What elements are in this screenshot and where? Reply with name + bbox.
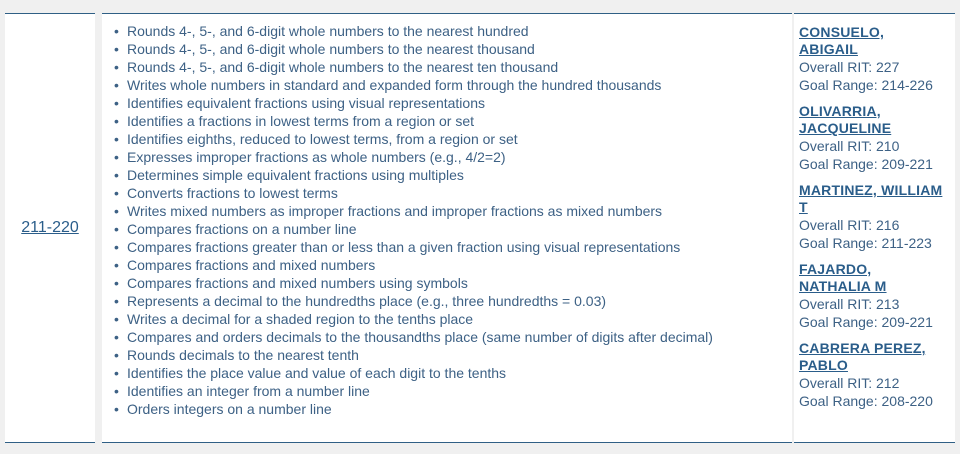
student-goal-range: Goal Range: 208-220 [799, 393, 933, 409]
student-name-line: PABLO [799, 357, 848, 373]
rit-range-link[interactable]: 211-220 [21, 219, 79, 236]
student-entry [799, 340, 955, 410]
skill-item: • Compares and orders decimals to the thousandths place (same number of digits after decimal) [114, 329, 713, 345]
student-name-link[interactable] [799, 182, 951, 216]
student-rit: Overall RIT: 227 [799, 59, 900, 75]
skill-item: • Orders integers on a number line [114, 401, 332, 417]
bullet-icon: • [114, 347, 119, 363]
student-goal-range: Goal Range: 209-221 [799, 156, 933, 172]
skill-item: • Compares fractions on a number line [114, 221, 357, 237]
skill-item: • Represents a decimal to the hundredths place (e.g., three hundredths = 0.03) [114, 293, 607, 309]
bullet-icon: • [114, 275, 119, 291]
student-name-line: T [799, 199, 808, 215]
bullet-icon: • [114, 167, 119, 183]
skill-item: • Writes whole numbers in standard and expanded form through the hundred thousands [114, 77, 662, 93]
bullet-icon: • [114, 257, 119, 273]
student-goal-range: Goal Range: 214-226 [799, 77, 933, 93]
skill-item: • Identifies the place value and value of each digit to the tenths [114, 365, 507, 381]
student-name-link[interactable] [799, 340, 951, 374]
bullet-icon: • [114, 23, 119, 39]
bullet-icon: • [114, 383, 119, 399]
bullet-icon: • [114, 41, 119, 57]
students-column [794, 13, 955, 443]
student-name-line: ABIGAIL [799, 41, 858, 57]
bullet-icon: • [114, 185, 119, 201]
skill-item: • Compares fractions and mixed numbers using symbols [114, 275, 468, 291]
skill-item: • Compares fractions and mixed numbers [114, 257, 376, 273]
skill-item: • Identifies a fractions in lowest terms from a region or set [114, 113, 475, 129]
bullet-icon: • [114, 59, 119, 75]
student-rit: Overall RIT: 212 [799, 375, 900, 391]
skill-item: • Rounds 4-, 5-, and 6-digit whole numbers to the nearest ten thousand [114, 59, 559, 75]
skills-column [102, 13, 792, 443]
student-rit: Overall RIT: 210 [799, 138, 900, 154]
student-name-line: OLIVARRIA, [799, 103, 881, 119]
bullet-icon: • [114, 221, 119, 237]
skill-item: • Determines simple equivalent fractions using multiples [114, 167, 464, 183]
range-column [5, 13, 95, 443]
student-goal-range: Goal Range: 211-223 [799, 235, 932, 251]
bullet-icon: • [114, 113, 119, 129]
bullet-icon: • [114, 131, 119, 147]
skill-item: • Identifies equivalent fractions using visual representations [114, 95, 485, 111]
student-name-line: FAJARDO, [799, 261, 872, 277]
student-name-line: CABRERA PEREZ, [799, 340, 926, 356]
student-name-link[interactable] [799, 261, 951, 295]
skill-item: • Rounds 4-, 5-, and 6-digit whole numbers to the nearest thousand [114, 41, 535, 57]
skill-item: • Rounds 4-, 5-, and 6-digit whole numbers to the nearest hundred [114, 23, 529, 39]
student-name-line: JACQUELINE [799, 120, 892, 136]
student-entry [799, 103, 955, 173]
student-entry [799, 24, 955, 94]
bullet-icon: • [114, 365, 119, 381]
student-name-line: NATHALIA M [799, 278, 887, 294]
student-name-line: MARTINEZ, WILLIAM [799, 182, 943, 198]
student-list [794, 14, 955, 410]
skill-item: • Writes a decimal for a shaded region to the tenths place [114, 311, 474, 327]
bullet-icon: • [114, 239, 119, 255]
bullet-icon: • [114, 329, 119, 345]
bullet-icon: • [114, 77, 119, 93]
student-rit: Overall RIT: 213 [799, 296, 900, 312]
student-entry [799, 261, 955, 331]
bullet-icon: • [114, 401, 119, 417]
student-rit: Overall RIT: 216 [799, 217, 900, 233]
skill-item: • Expresses improper fractions as whole numbers (e.g., 4/2=2) [114, 149, 506, 165]
skill-item: • Writes mixed numbers as improper fractions and improper fractions as mixed numbers [114, 203, 663, 219]
student-goal-range: Goal Range: 209-221 [799, 314, 933, 330]
skill-item: • Converts fractions to lowest terms [114, 185, 338, 201]
student-entry [799, 182, 955, 252]
skill-item: • Rounds decimals to the nearest tenth [114, 347, 359, 363]
bullet-icon: • [114, 95, 119, 111]
student-name-link[interactable] [799, 103, 951, 137]
skills-list [102, 14, 792, 418]
student-name-line: CONSUELO, [799, 24, 885, 40]
skill-item: • Identifies an integer from a number line [114, 383, 370, 399]
bullet-icon: • [114, 203, 119, 219]
skill-item: • Identifies eighths, reduced to lowest terms, from a region or set [114, 131, 518, 147]
bullet-icon: • [114, 311, 119, 327]
bullet-icon: • [114, 149, 119, 165]
bullet-icon: • [114, 293, 119, 309]
student-name-link[interactable] [799, 24, 951, 58]
skill-item: • Compares fractions greater than or less than a given fraction using visual representations [114, 239, 681, 255]
